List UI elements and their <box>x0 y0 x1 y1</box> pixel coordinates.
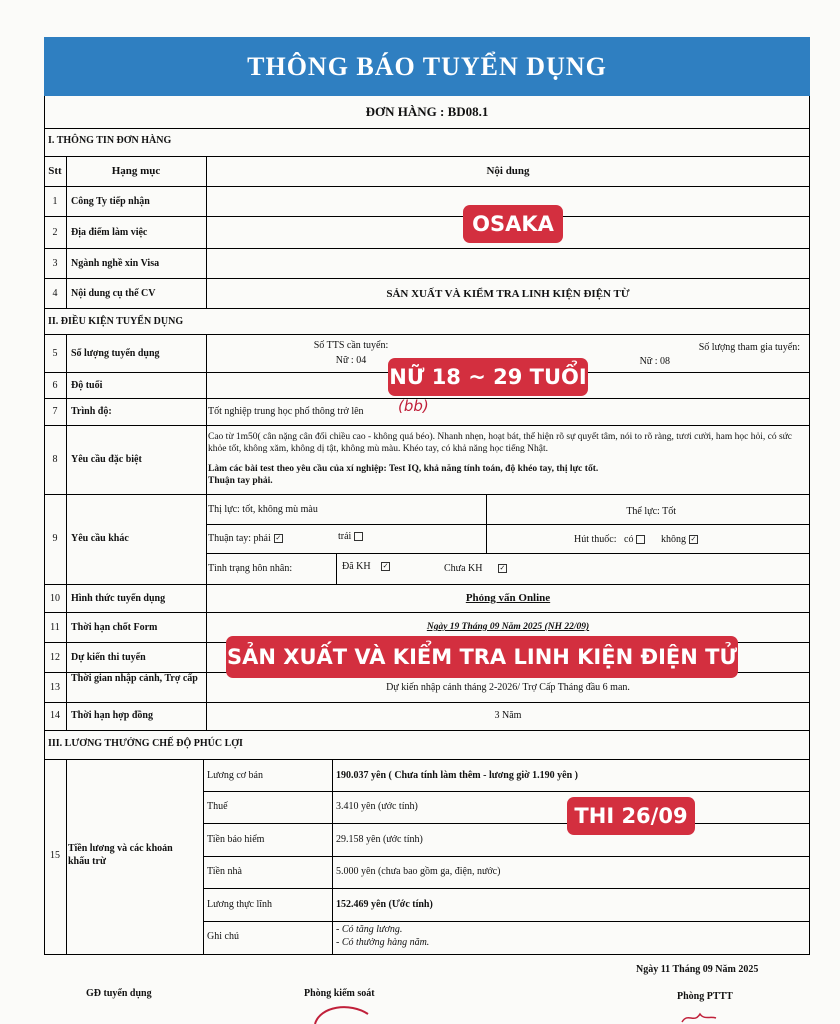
line <box>486 494 487 553</box>
row-12-label: Dự kiến thi tuyển <box>71 652 146 663</box>
line <box>203 856 809 857</box>
line <box>44 278 810 279</box>
row-10-label: Hình thức tuyển dụng <box>71 593 166 604</box>
row-10-value: Phỏng vấn Online <box>465 592 551 604</box>
row-8-text-3: Thuận tay phải. <box>208 476 273 486</box>
line <box>66 759 67 955</box>
row-11-number: 11 <box>50 622 60 633</box>
line <box>44 216 810 217</box>
join-label: Số lượng tham gia tuyển: <box>698 342 800 353</box>
line <box>206 553 810 554</box>
join-value: Nữ : 08 <box>639 356 670 367</box>
row-13-value: Dự kiến nhập cảnh tháng 2-2026/ Trợ Cấp Tháng đầu 6 man. <box>386 682 630 693</box>
row-11-value: Ngày 19 Tháng 09 Năm 2025 (NH 22/09) <box>426 622 590 632</box>
hand-label: Thuận tay: <box>208 533 252 544</box>
row-8-label: Yêu cầu đặc biệt <box>71 454 142 465</box>
row-14-label: Thời hạn hợp đồng <box>71 710 153 721</box>
hand-row <box>208 533 286 546</box>
row-3-label: Ngành nghề xin Visa <box>71 258 160 269</box>
line <box>44 494 810 495</box>
hand-right-label: phải <box>253 533 271 544</box>
tts-label: Số TTS cần tuyển: <box>313 340 389 351</box>
line <box>66 334 67 730</box>
line <box>66 156 67 308</box>
line <box>44 730 810 731</box>
line <box>44 954 810 955</box>
smoke-yes-label: có <box>624 534 634 545</box>
married-label: Đã KH <box>342 561 371 572</box>
marital-label: Tình trạng hôn nhân: <box>208 563 293 574</box>
insurance-label: Tiền bảo hiểm <box>207 834 265 845</box>
badge-age: NỮ 18 ~ 29 TUỔI <box>388 358 588 396</box>
line <box>203 888 809 889</box>
row-2-number: 2 <box>52 227 58 238</box>
row-4-label: Nội dung cụ thể CV <box>71 288 156 299</box>
row-9-label: Yêu cầu khác <box>71 533 129 544</box>
hand-left-label: trái <box>338 531 352 542</box>
row-5-label: Số lượng tuyển dụng <box>71 348 160 359</box>
line <box>44 248 810 249</box>
section-3-heading: III. LƯƠNG THƯỞNG CHẾ ĐỘ PHÚC LỢI <box>48 738 243 749</box>
col-stt: Stt <box>48 165 62 177</box>
line <box>44 584 810 585</box>
married-row <box>342 561 393 574</box>
col-content: Nội dung <box>486 165 530 177</box>
signer-control-dept: Phòng kiểm soát <box>304 988 375 999</box>
note-label: Ghi chú <box>207 931 239 942</box>
smoke-label: Hút thuốc: <box>574 534 617 545</box>
line <box>206 524 810 525</box>
frame-right <box>809 96 810 955</box>
line <box>44 128 810 129</box>
row-15-label: Tiền lương và các khoản khấu trừ <box>68 843 173 867</box>
row-13-number: 13 <box>50 682 60 693</box>
badge-osaka: OSAKA <box>463 205 563 243</box>
fitness-text: Thể lực: Tốt <box>626 506 676 517</box>
note-value-2: - Có thưởng hàng năm. <box>336 937 430 948</box>
row-1-label: Công Ty tiếp nhận <box>71 196 150 207</box>
vision-text: Thị lực: tốt, không mù màu <box>208 504 318 515</box>
row-7-number: 7 <box>52 406 58 417</box>
line <box>206 334 207 730</box>
section-1-heading: I. THÔNG TIN ĐƠN HÀNG <box>48 135 172 146</box>
line <box>203 791 809 792</box>
note-value-1: - Có tăng lương. <box>336 924 403 935</box>
line <box>44 156 810 157</box>
row-8-text-2: Làm các bài test theo yêu cầu của xí nghiệp: Test IQ, khả năng tính toán, độ khéo tay, thị lực tốt. <box>208 464 599 474</box>
married-checkbox[interactable]: ✓ <box>382 562 389 571</box>
section-2-heading: II. ĐIỀU KIỆN TUYỂN DỤNG <box>48 316 184 327</box>
single-row <box>444 563 510 576</box>
tax-label: Thuế <box>207 801 228 812</box>
line <box>203 921 809 922</box>
line <box>332 759 333 955</box>
hand-left-row <box>338 531 366 544</box>
single-checkbox[interactable]: ✓ <box>499 564 506 573</box>
row-3-number: 3 <box>52 258 58 269</box>
hand-left-checkbox[interactable] <box>354 532 363 541</box>
line <box>44 308 810 309</box>
salary-base-label: Lương cơ bản <box>207 770 263 781</box>
row-7-label: Trình độ: <box>71 406 112 417</box>
smoke-no-label: không <box>660 534 686 545</box>
line <box>44 334 810 335</box>
smoke-row <box>574 534 701 547</box>
document-date: Ngày 11 Tháng 09 Năm 2025 <box>636 964 759 975</box>
handwritten-note: (bb) <box>398 397 429 415</box>
hand-right-checkbox[interactable]: ✓ <box>275 534 282 543</box>
row-12-number: 12 <box>50 652 60 663</box>
housing-label: Tiền nhà <box>207 866 242 877</box>
badge-exam-date: THI 26/09 <box>567 797 695 835</box>
row-4-number: 4 <box>52 288 58 299</box>
badge-job: SẢN XUẤT VÀ KIỂM TRA LINH KIỆN ĐIỆN TỬ <box>226 636 738 678</box>
row-1-number: 1 <box>52 196 58 207</box>
single-label: Chưa KH <box>444 563 483 574</box>
line <box>44 425 810 426</box>
line <box>44 702 810 703</box>
row-4-value: SẢN XUẤT VÀ KIỂM TRA LINH KIỆN ĐIỆN TỪ <box>386 288 630 300</box>
line <box>44 612 810 613</box>
col-item: Hạng mục <box>111 165 161 177</box>
row-8-text-1: Cao từ 1m50( cân nặng cân đối chiều cao - không quá béo). Nhanh nhẹn, hoạt bát, thể hiện rõ sự quyết tâm, nói to rõ ràng, tươi cười, ham học hỏi, có sức khỏe tốt, không xăm, không dị tật, không mù màu. Khéo tay, có khả năng học tiếng Nhật. <box>208 432 793 454</box>
salary-base-value: 190.037 yên ( Chưa tính làm thêm - lương giờ 1.190 yên ) <box>336 770 578 781</box>
row-2-label: Địa điểm làm việc <box>71 227 148 238</box>
row-6-number: 6 <box>52 380 58 391</box>
row-8-number: 8 <box>52 454 58 465</box>
net-salary-label: Lương thực lĩnh <box>207 899 273 910</box>
row-15-number: 15 <box>50 850 60 861</box>
line <box>44 759 810 760</box>
row-10-number: 10 <box>50 593 60 604</box>
row-7-value: Tốt nghiệp trung học phổ thông trở lên <box>208 406 364 417</box>
signer-hr-director: GĐ tuyển dụng <box>86 988 152 999</box>
smoke-yes-checkbox[interactable] <box>636 535 645 544</box>
signer-pttt-dept: Phòng PTTT <box>677 991 733 1002</box>
insurance-value: 29.158 yên (ước tính) <box>336 834 423 845</box>
row-9-number: 9 <box>52 533 58 544</box>
row-11-label: Thời hạn chốt Form <box>71 622 158 633</box>
frame-left <box>44 96 45 955</box>
line <box>203 823 809 824</box>
line <box>206 156 207 308</box>
line <box>336 553 337 584</box>
stamp-mark <box>310 1000 380 1024</box>
row-13-label: Thời gian nhập cảnh, Trợ cấp <box>71 673 198 684</box>
order-code: ĐƠN HÀNG : BD08.1 <box>365 104 489 119</box>
tts-value: Nữ : 04 <box>335 355 367 366</box>
tax-value: 3.410 yên (ước tính) <box>336 801 418 812</box>
row-14-number: 14 <box>50 710 60 721</box>
housing-value: 5.000 yên (chưa bao gồm ga, điện, nước) <box>336 866 501 877</box>
document-title: THÔNG BÁO TUYỂN DỤNG <box>44 37 810 96</box>
signature-mark <box>680 1010 720 1024</box>
row-5-number: 5 <box>52 348 58 359</box>
row-6-label: Độ tuổi <box>71 380 103 391</box>
line <box>44 186 810 187</box>
net-salary-value: 152.469 yên (Ước tính) <box>336 899 433 910</box>
smoke-no-checkbox[interactable]: ✓ <box>690 535 697 544</box>
row-14-value: 3 Năm <box>494 710 522 721</box>
line <box>203 759 204 955</box>
